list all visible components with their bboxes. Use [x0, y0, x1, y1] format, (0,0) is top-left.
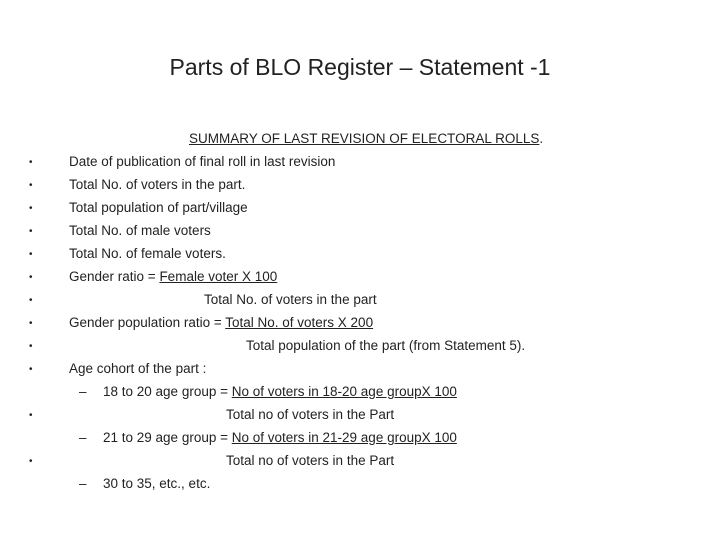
bullet-marker: • [29, 341, 33, 352]
section-heading-text: SUMMARY OF LAST REVISION OF ELECTORAL ROLLS [189, 131, 540, 146]
list-item-age-cohort: Age cohort of the part : [69, 361, 207, 376]
age-21-29-denominator: Total no of voters in the Part [226, 453, 395, 468]
age-18-20-denominator: Total no of voters in the Part [226, 407, 395, 422]
list-item-female-voters: Total No. of female voters. [69, 246, 226, 261]
age-21-29-label: 21 to 29 age group = [103, 430, 232, 445]
list-item-gender-ratio [69, 268, 277, 286]
gender-ratio-label: Gender ratio = [69, 269, 160, 284]
bullet-marker: • [29, 318, 33, 329]
list-item-male-voters: Total No. of male voters [69, 223, 211, 238]
bullet-marker: • [29, 180, 33, 191]
list-item-total-population: Total population of part/village [69, 200, 248, 215]
sub-item-age-18-20 [103, 383, 457, 401]
section-heading [189, 130, 543, 148]
bullet-marker: • [29, 203, 33, 214]
list-item-gender-population-ratio [69, 314, 373, 332]
list-item-total-voters: Total No. of voters in the part. [69, 177, 246, 192]
bullet-marker: • [29, 272, 33, 283]
list-item-date-publication: Date of publication of final roll in last revision [69, 154, 336, 169]
bullet-marker: • [29, 226, 33, 237]
gender-ratio-denominator: Total No. of voters in the part [204, 292, 377, 307]
bullet-marker: • [29, 410, 33, 421]
bullet-marker: • [29, 157, 33, 168]
gender-pop-numerator: Total No. of voters X 200 [225, 315, 374, 330]
gender-pop-label: Gender population ratio = [69, 315, 226, 330]
age-18-20-label: 18 to 20 age group = [103, 384, 232, 399]
sub-item-dash: – [79, 476, 87, 491]
age-21-29-numerator: No of voters in 21-29 age groupX 100 [231, 430, 457, 445]
gender-ratio-numerator: Female voter X 100 [159, 269, 278, 284]
sub-item-dash: – [79, 384, 87, 399]
sub-item-age-21-29 [103, 429, 457, 447]
sub-item-dash: – [79, 430, 87, 445]
section-heading-suffix: . [539, 131, 544, 146]
bullet-marker: • [29, 456, 33, 467]
gender-pop-denominator: Total population of the part (from Statement 5). [246, 338, 526, 353]
bullet-marker: • [29, 364, 33, 375]
sub-item-age-30-35: 30 to 35, etc., etc. [103, 476, 211, 491]
age-18-20-numerator: No of voters in 18-20 age groupX 100 [231, 384, 457, 399]
slide-title: Parts of BLO Register – Statement -1 [169, 54, 551, 80]
bullet-marker: • [29, 295, 33, 306]
bullet-marker: • [29, 249, 33, 260]
